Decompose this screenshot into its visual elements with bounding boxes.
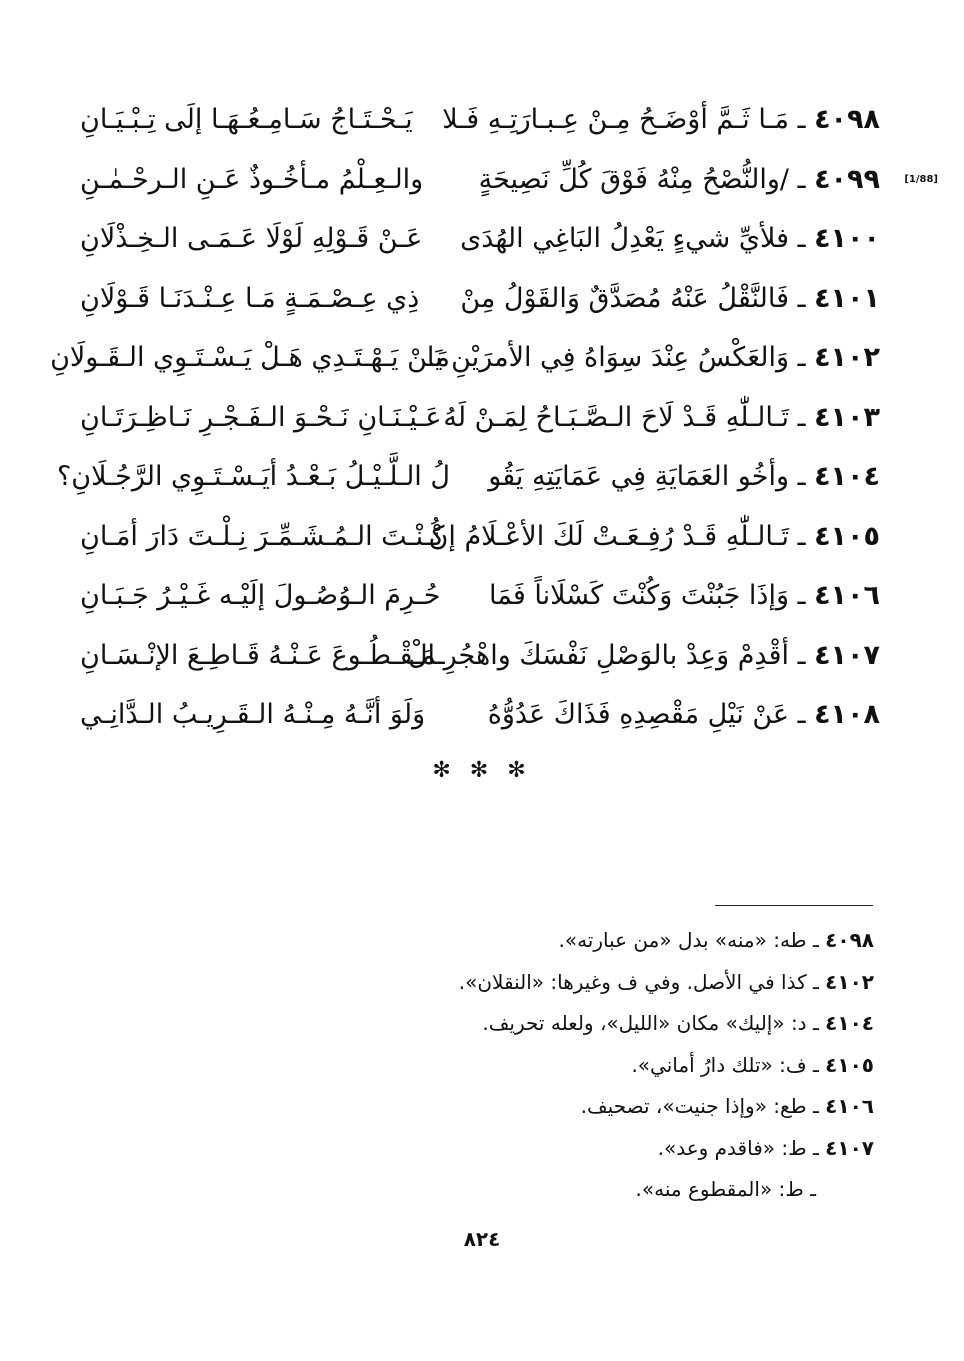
verse-first-hemistich: ٤١٠١ ـ فَالنَّقْلُ عَنْهُ مُصَدَّقٌ وَالقَوْلُ مِنْ — [460, 282, 880, 314]
page-number: ٨٢٤ — [463, 1227, 501, 1251]
verse-first-hemistich: ٤١٠٦ ـ وَإذَا جَبُنْتَ وَكُنْتَ كَسْلَاناً فَمَا — [489, 580, 880, 611]
verse-number: ٤١٠٠ — [814, 223, 880, 254]
verse-line — [80, 509, 880, 569]
verse-second-hemistich: والـعِـلْمُ مـأخُـوذٌ عَـنِ الـرحْـمٰـنِ — [80, 163, 424, 195]
verse-first-text: عَنْ نَيْلِ مَقْصِدِهِ فَذَاكَ عَدُوُّهُ — [487, 699, 789, 730]
verse-number: ٤١٠١ — [814, 282, 880, 314]
verse-line — [80, 568, 880, 628]
footnote-item — [314, 1088, 874, 1130]
verse-first-hemistich: ٤٠٩٨ ـ مَـا ثَـمَّ أوْضَـحُ مِـنْ عِـبـارَتِـهِ فَـلا — [442, 104, 880, 135]
verse-first-text: مَـا ثَـمَّ أوْضَـحُ مِـنْ عِـبـارَتِـهِ فَـلا — [442, 104, 789, 135]
verse-first-text: /والنُّصْحُ مِنْهُ فَوْقَ كُلِّ نَصِيحَةٍ — [478, 163, 789, 195]
verse-line — [50, 330, 880, 390]
verse-second-hemistich: لُ الـلَّـيْـلُ بَـعْـدُ أيَـسْـتَـوِي الرَّجُـلَانِ؟ — [56, 461, 450, 492]
verse-first-text: فلأيِّ شيءٍ يَعْدِلُ البَاغِي الهُدَى — [460, 223, 789, 254]
manuscript-folio-marker: [1/88] — [904, 173, 938, 185]
verse-number: ٤١٠٥ — [814, 520, 880, 552]
footnote-number: ٤١٠٢ — [825, 969, 874, 994]
footnote-item — [314, 1171, 874, 1213]
footnote-item — [314, 1130, 874, 1172]
verse-second-hemistich: ـمَـقْـطُـوعَ عَـنْـهُ قَـاطِـعَ الإنْـسَـانِ — [80, 639, 445, 671]
verse-number: ٤١٠٤ — [814, 461, 880, 492]
verse-first-text: وَإذَا جَبُنْتَ وَكُنْتَ كَسْلَاناً فَمَا — [489, 580, 789, 611]
verse-number: ٤٠٩٩ — [814, 163, 880, 195]
verse-first-text: وَالعَكْسُ عِنْدَ سِوَاهُ فِي الأمرَيْنِ يَا — [426, 342, 789, 373]
footnote-text: ـ ف: «تلك دارُ أماني». — [631, 1052, 819, 1077]
footnote-text: ـ ط: «المقطوع منه». — [635, 1177, 816, 1201]
poem-verses — [50, 92, 938, 747]
footnote-text: ـ كذا في الأصل. وفي ف وغيرها: «النقلان». — [458, 969, 819, 994]
verse-line — [80, 211, 880, 271]
footnote-text: ـ د: «إليك» مكان «الليل»، ولعله تحريف. — [482, 1011, 819, 1035]
verse-number: ٤١٠٦ — [814, 580, 880, 611]
section-separator: ✻ ✻ ✻ — [432, 758, 532, 783]
verse-number: ٤٠٩٨ — [814, 104, 880, 135]
footnote-number: ٤١٠٥ — [825, 1052, 874, 1077]
verse-first-hemistich: ٤١٠٧ ـ أقْدِمْ وَعِدْ بالوَصْلِ نَفْسَكَ واهْجُرِ الْ — [407, 639, 880, 671]
verse-line — [80, 628, 880, 688]
verse-first-text: فَالنَّقْلُ عَنْهُ مُصَدَّقٌ وَالقَوْلُ مِنْ — [460, 282, 789, 314]
verse-second-hemistich: كُـنْـتَ الـمُـشَـمِّـرَ نِـلْـتَ دَارَ أمَـانِ — [80, 520, 445, 552]
footnote-rule — [715, 905, 873, 906]
verse-line — [80, 390, 880, 450]
footnote-number: ٤١٠٦ — [825, 1094, 874, 1118]
footnote-number: ٤٠٩٨ — [825, 928, 874, 952]
footnote-item — [314, 922, 874, 964]
footnote-text: ـ ط: «فاقدم وعد». — [657, 1135, 819, 1160]
verse-second-hemistich: مَـنْ يَـهْـتَـدِي هَـلْ يَـسْـتَـوِي الـقَـولَانِ — [50, 342, 450, 373]
verse-number: ٤١٠٣ — [814, 401, 880, 433]
footnote-text: ـ طع: «وإذا جنيت»، تصحيف. — [580, 1094, 819, 1118]
verse-first-hemistich: ٤١٠٥ ـ تَـالـلّٰهِ قَـدْ رُفِـعَـتْ لَكَ الأعْـلَامُ إنْ — [428, 520, 880, 552]
verse-first-text: أقْدِمْ وَعِدْ بالوَصْلِ نَفْسَكَ واهْجُرِ الْ — [407, 639, 789, 671]
verse-line — [80, 92, 880, 152]
verse-line — [80, 271, 880, 331]
verse-second-hemistich: وَلَوَ أنَّـهُ مِـنْـهُ الـقَـرِيـبُ الـدَّانِـي — [80, 699, 426, 730]
footnote-item — [314, 1047, 874, 1089]
footnote-number: ٤١٠٤ — [825, 1011, 874, 1035]
verse-second-hemistich: عَـيْـنَـانِ نَـحْـوَ الـفَـجْـرِ نَـاظِـرَتَـانِ — [80, 401, 442, 433]
verse-first-text: تَـالـلّٰهِ قَـدْ لَاحَ الـصَّـبَـاحُ لِمَـنْ لَهُ — [443, 401, 789, 433]
footnote-text: ـ طه: «منه» بدل «من عبارته». — [558, 928, 819, 952]
verse-second-hemistich: يَـحْـتَـاجُ سَـامِـعُـهَـا إلَى تِـبْـيَـانِ — [80, 104, 413, 135]
verse-line — [56, 449, 880, 509]
verse-line — [80, 687, 880, 747]
verse-first-text: وأخُو العَمَايَةِ فِي عَمَايَتِهِ يَقُو — [488, 461, 789, 492]
verse-first-text: تَـالـلّٰهِ قَـدْ رُفِـعَـتْ لَكَ الأعْـلَامُ إنْ — [428, 520, 789, 552]
verse-second-hemistich: حُـرِمَ الـوُصُـولَ إلَيْـه غَـيْـرُ جَـبَـانِ — [80, 580, 441, 611]
verse-first-hemistich: ٤٠٩٩ ـ /والنُّصْحُ مِنْهُ فَوْقَ كُلِّ نَصِيحَةٍ — [478, 163, 880, 195]
verse-first-hemistich: ٤١٠٠ ـ فلأيِّ شيءٍ يَعْدِلُ البَاغِي الهُدَى — [460, 223, 880, 254]
footnote-item — [314, 1005, 874, 1047]
footnotes — [314, 922, 874, 1213]
verse-second-hemistich: ذِي عِـصْـمَـةٍ مَـا عِـنْـدَنَـا قَـوْلَانِ — [80, 282, 420, 314]
verse-number: ٤١٠٢ — [814, 342, 880, 373]
verse-first-hemistich: ٤١٠٢ ـ وَالعَكْسُ عِنْدَ سِوَاهُ فِي الأمرَيْنِ يَا — [426, 342, 880, 373]
verse-first-hemistich: ٤١٠٤ ـ وأخُو العَمَايَةِ فِي عَمَايَتِهِ يَقُو — [488, 461, 880, 492]
verse-number: ٤١٠٨ — [814, 699, 880, 730]
verse-second-hemistich: عَـنْ قَـوْلِهِ لَوْلَا عَـمَـى الـخِـذْلَانِ — [80, 223, 423, 254]
verse-first-hemistich: ٤١٠٨ ـ عَنْ نَيْلِ مَقْصِدِهِ فَذَاكَ عَدُوُّهُ — [487, 699, 880, 730]
footnote-item — [314, 964, 874, 1006]
verse-first-hemistich: ٤١٠٣ ـ تَـالـلّٰهِ قَـدْ لَاحَ الـصَّـبَـاحُ لِمَـنْ لَهُ — [443, 401, 880, 433]
verse-line — [80, 152, 938, 212]
verse-number: ٤١٠٧ — [814, 639, 880, 671]
footnote-number: ٤١٠٧ — [825, 1135, 874, 1160]
